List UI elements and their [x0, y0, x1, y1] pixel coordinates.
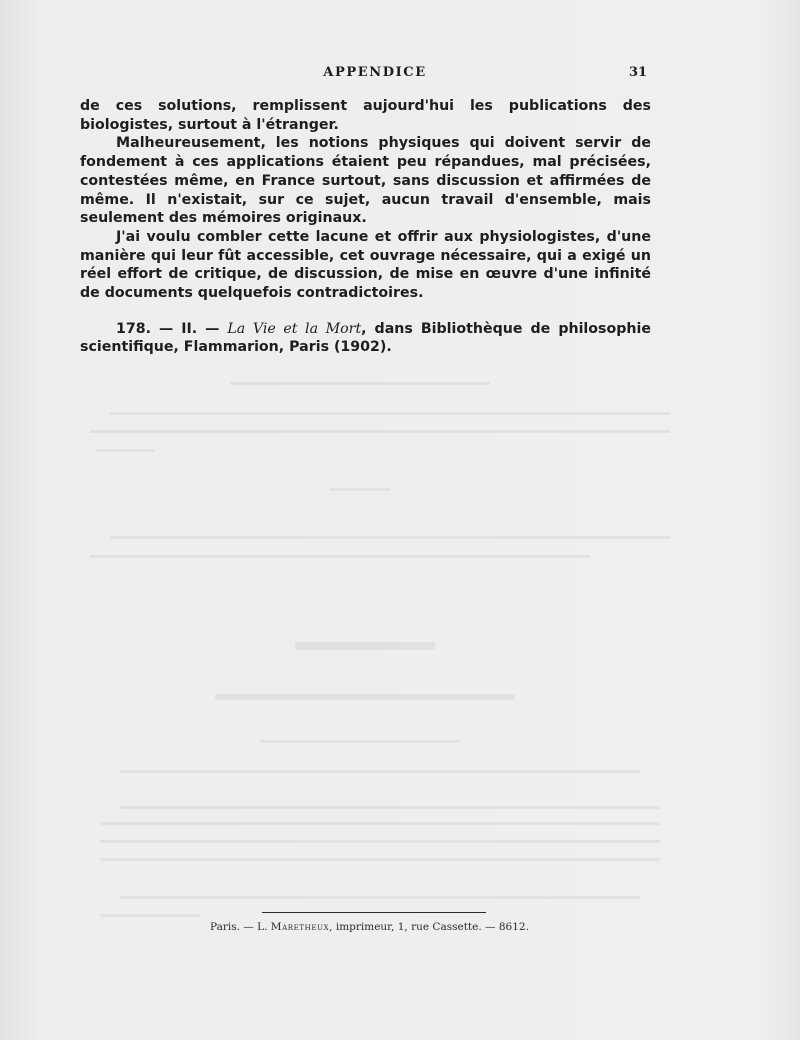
entry-roman-numeral: — II. —	[159, 320, 220, 337]
paragraph: J'ai voulu combler cette lacune et offrir aux physiologistes, d'une manière qui leur fût accessible, cet ouvrage nécessaire, qui a exigé un réel effort de critique, de discussion, de mise en œuvre d'une infinité de documents quelquefois contradictoires.	[80, 228, 651, 302]
page-number: 31	[629, 65, 648, 80]
entry-title: La Vie et la Mort	[227, 320, 362, 337]
imprint-printer-name: Maretheux	[270, 921, 330, 933]
entry-number: 178.	[116, 320, 152, 337]
paragraph: Malheureusement, les notions physiques qui doivent servir de fondement à ces applications étaient peu répandues, mal précisées, contestées même, en France surtout, sans discussion et affirmées de même. Il n'existait, sur ce sujet, aucun travail d'ensemble, mais seulement des mémoires originaux.	[80, 135, 651, 227]
imprint-address: , imprimeur, 1, rue Cassette. — 8612.	[329, 921, 529, 933]
printer-imprint	[210, 921, 550, 933]
entry-publication-details: , dans Bibliothèque de philosophie scientifique, Flammarion, Paris (1902).	[80, 320, 651, 356]
footer-divider	[262, 912, 486, 913]
imprint-printer-initial: L.	[257, 921, 268, 933]
paragraph: de ces solutions, remplissent aujourd'hui les publications des biologistes, surtout à l'étranger.	[80, 98, 651, 133]
running-title: APPENDICE	[323, 65, 427, 80]
imprint-city: Paris. —	[210, 921, 254, 933]
running-header	[0, 62, 800, 84]
bibliography-entry	[80, 320, 651, 357]
body-text	[80, 97, 651, 357]
